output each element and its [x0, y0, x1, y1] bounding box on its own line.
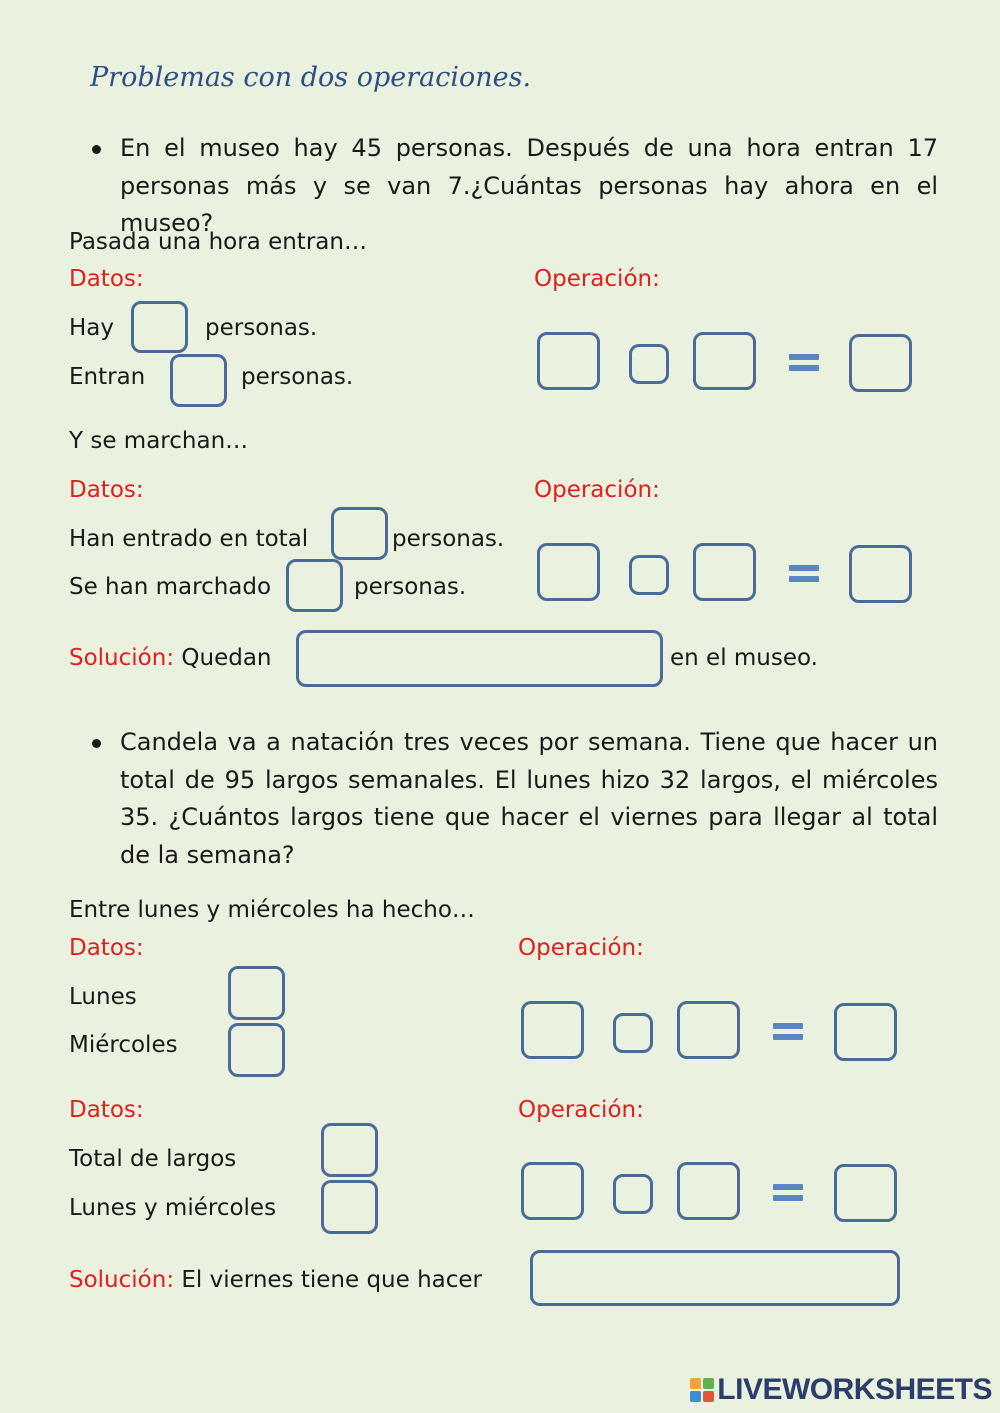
en-el-museo-label: en el museo. [670, 645, 818, 671]
se-han-marchado-label: Se han marchado [69, 574, 272, 600]
datos-label: Datos: [69, 477, 144, 503]
solucion-label: Solución: [69, 1267, 175, 1293]
operand-1-box[interactable] [521, 1162, 584, 1220]
operacion-label: Operación: [534, 266, 660, 292]
operand-2-box[interactable] [677, 1162, 740, 1220]
operand-1-box[interactable] [537, 543, 600, 601]
operand-2-box[interactable] [677, 1001, 740, 1059]
solucion-label: Solución: [69, 645, 175, 671]
miercoles-answer-box[interactable] [228, 1023, 285, 1077]
lunes-label: Lunes [69, 984, 137, 1010]
personas-label: personas. [205, 315, 318, 341]
operacion-label: Operación: [518, 935, 644, 961]
step-1-intro: Pasada una hora entran… [69, 229, 367, 255]
equals-icon [773, 1022, 803, 1042]
result-box[interactable] [834, 1003, 897, 1061]
datos-label: Datos: [69, 266, 144, 292]
operand-1-box[interactable] [537, 332, 600, 390]
equals-icon [789, 564, 819, 584]
personas-label: personas. [354, 574, 467, 600]
bullet-icon [92, 145, 101, 154]
logo-text: LIVEWORKSHEETS [717, 1373, 992, 1406]
problem-1-statement: En el museo hay 45 personas. Después de una hora entran 17 personas más y se van 7.¿Cuántas personas hay ahora en el museo? [120, 134, 938, 237]
operacion-label: Operación: [534, 477, 660, 503]
equals-icon [773, 1183, 803, 1203]
total-largos-answer-box[interactable] [321, 1123, 378, 1177]
entran-label: Entran [69, 364, 146, 390]
datos-label: Datos: [69, 1097, 144, 1123]
operator-box[interactable] [629, 344, 669, 384]
equals-icon [789, 353, 819, 373]
entran-answer-box[interactable] [170, 354, 227, 407]
solution-2-line [69, 1265, 482, 1295]
total-entrado-box[interactable] [331, 507, 388, 560]
operand-2-box[interactable] [693, 332, 756, 390]
result-box[interactable] [849, 334, 912, 392]
miercoles-label: Miércoles [69, 1032, 178, 1058]
operand-1-box[interactable] [521, 1001, 584, 1059]
lunes-miercoles-answer-box[interactable] [321, 1180, 378, 1234]
hay-label: Hay [69, 315, 115, 341]
bullet-icon [92, 739, 101, 748]
total-de-largos-label: Total de largos [69, 1146, 237, 1172]
operator-box[interactable] [613, 1174, 653, 1214]
worksheet-title: Problemas con dos operaciones. [90, 62, 532, 93]
lunes-y-miercoles-label: Lunes y miércoles [69, 1195, 277, 1221]
solution-1-line [69, 643, 272, 673]
datos-label: Datos: [69, 935, 144, 961]
operator-box[interactable] [629, 555, 669, 595]
operacion-label: Operación: [518, 1097, 644, 1123]
liveworksheets-logo [690, 1373, 992, 1407]
el-viernes-label: El viernes tiene que hacer [181, 1267, 483, 1293]
step-2-intro: Y se marchan… [69, 428, 249, 454]
personas-label: personas. [241, 364, 354, 390]
liveworksheets-logo-icon [690, 1378, 714, 1402]
solution-2-answer-box[interactable] [530, 1250, 900, 1306]
operand-2-box[interactable] [693, 543, 756, 601]
personas-label: personas. [392, 526, 505, 552]
result-box[interactable] [849, 545, 912, 603]
step-1-intro: Entre lunes y miércoles ha hecho… [69, 897, 475, 923]
solution-1-answer-box[interactable] [296, 630, 663, 687]
problem-2-statement: Candela va a natación tres veces por semana. Tiene que hacer un total de 95 largos semanales. El lunes hizo 32 largos, el miércoles 35. ¿Cuántos largos tiene que hacer el viernes para llegar al total de la semana? [120, 728, 938, 869]
operator-box[interactable] [613, 1013, 653, 1053]
result-box[interactable] [834, 1164, 897, 1222]
hay-answer-box[interactable] [131, 301, 188, 353]
quedan-label: Quedan [181, 645, 272, 671]
marchado-answer-box[interactable] [286, 559, 343, 612]
han-entrado-label: Han entrado en total [69, 526, 309, 552]
lunes-answer-box[interactable] [228, 966, 285, 1020]
